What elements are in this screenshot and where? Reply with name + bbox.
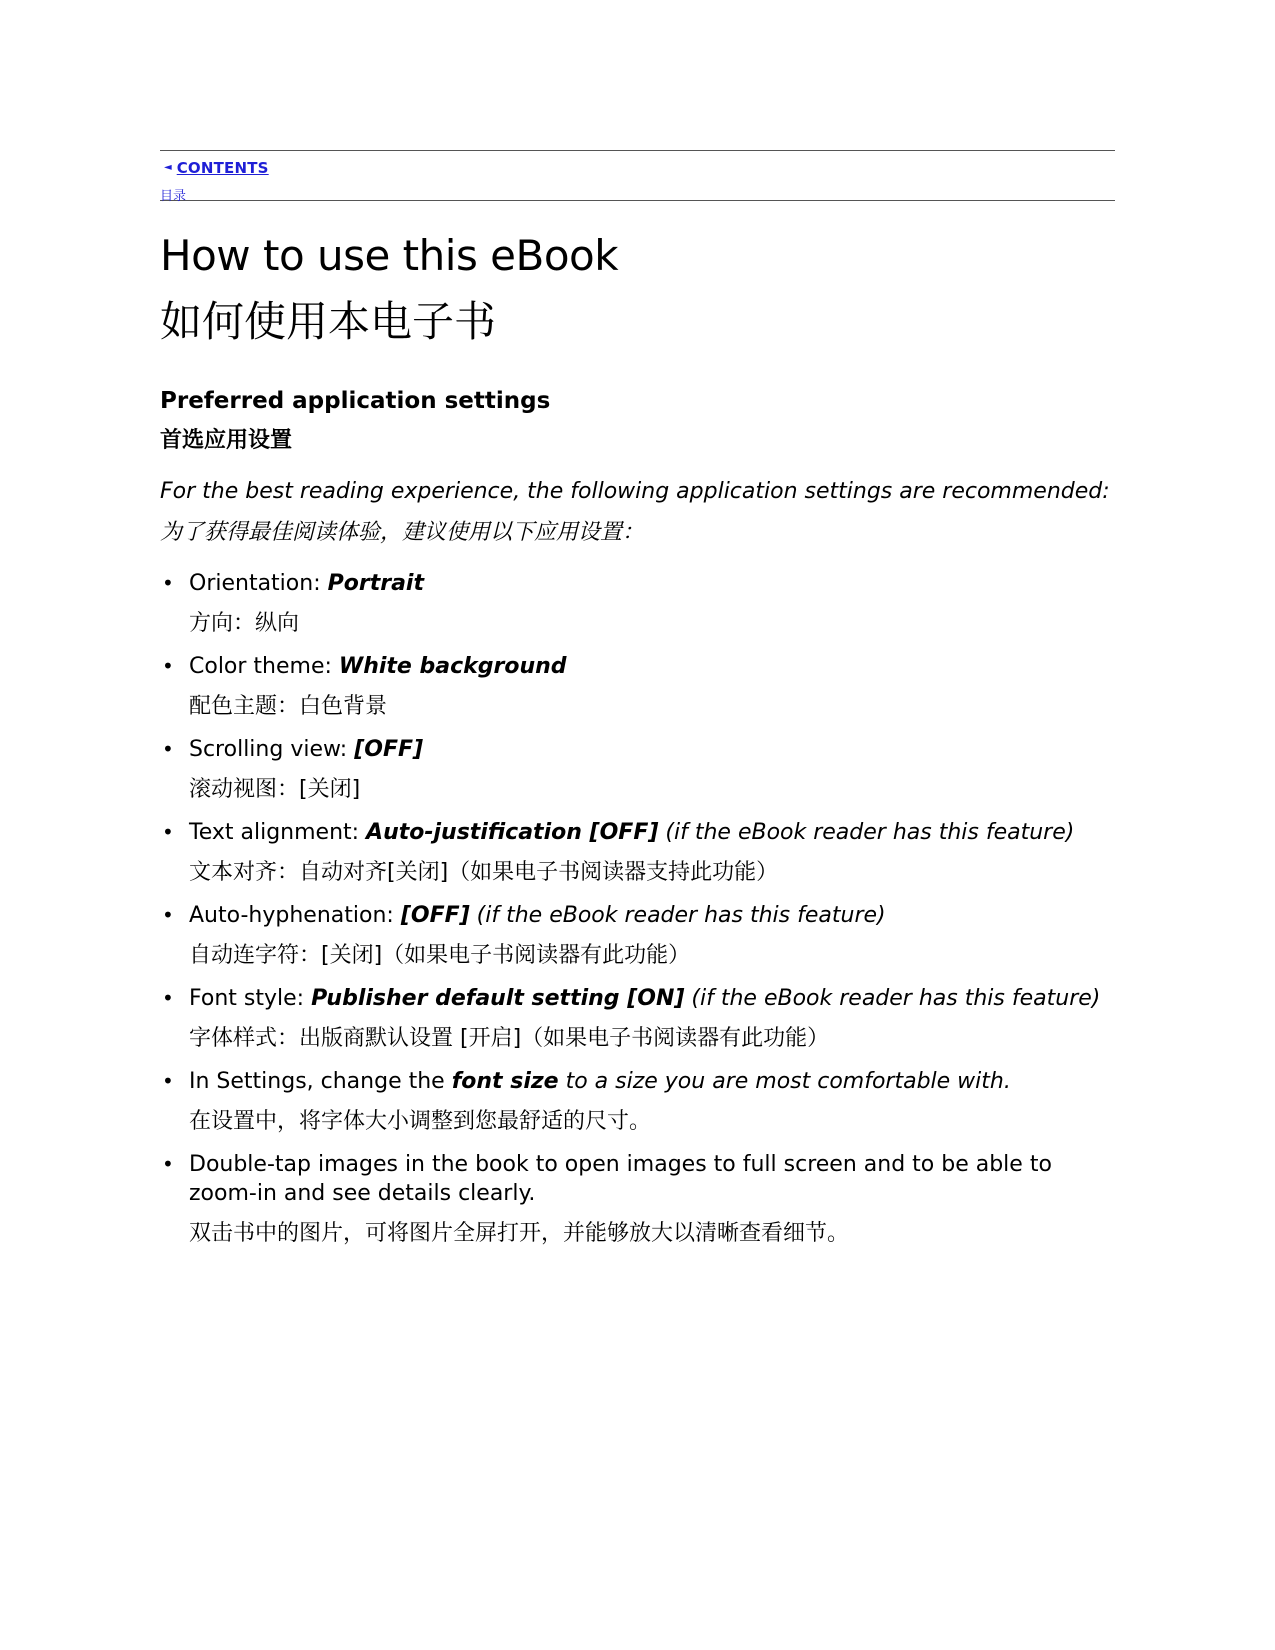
- setting-note: to a size you are most comfortable with.: [558, 1069, 1011, 1094]
- setting-value: Auto-justification [OFF]: [366, 820, 659, 845]
- setting-text: [189, 729, 1115, 770]
- left-triangle-icon: ◄: [164, 162, 172, 173]
- page-title: How to use this eBook: [160, 231, 619, 280]
- list-item-font-style: [160, 978, 1115, 1059]
- section-title-cn: 首选应用设置: [160, 428, 293, 453]
- setting-value: Portrait: [327, 571, 424, 596]
- bullet-icon: •: [162, 571, 174, 595]
- contents-link-cn[interactable]: 目录: [160, 189, 187, 204]
- setting-value: font size: [451, 1069, 559, 1094]
- section-title: Preferred application settings: [160, 388, 551, 414]
- list-item-double-tap: [160, 1144, 1115, 1254]
- setting-note: (if the eBook reader has this feature): [658, 820, 1075, 845]
- setting-text: [189, 895, 1115, 936]
- intro-text: For the best reading experience, the following application settings are recommended:: [160, 479, 1110, 504]
- setting-text: [189, 1144, 1099, 1208]
- setting-text-cn: 双击书中的图片，可将图片全屏打开，并能够放大以清晰查看细节。: [189, 1221, 850, 1246]
- setting-value: [OFF]: [400, 903, 470, 928]
- setting-text-cn: 文本对齐：自动对齐[关闭]（如果电子书阅读器支持此功能）: [189, 860, 779, 885]
- setting-value: Publisher default setting [ON]: [311, 986, 685, 1011]
- setting-label: Color theme:: [189, 654, 339, 679]
- setting-text: [189, 978, 1115, 1019]
- bullet-icon: •: [162, 737, 174, 761]
- setting-label: Double-tap images in the book to open images to full screen and to be able to zoom-in and see details clearly.: [189, 1152, 1052, 1206]
- setting-text: [189, 812, 1115, 853]
- setting-value: [OFF]: [354, 737, 424, 762]
- setting-text-cn: 方向：纵向: [189, 611, 300, 636]
- setting-text-cn: 滚动视图：[关闭]: [189, 777, 361, 802]
- settings-list: [160, 563, 1115, 1254]
- list-item-font-size: [160, 1061, 1115, 1142]
- setting-text: [189, 563, 1115, 604]
- intro-text-cn: 为了获得最佳阅读体验，建议使用以下应用设置：: [160, 520, 645, 545]
- setting-label: Auto-hyphenation:: [189, 903, 401, 928]
- bullet-icon: •: [162, 1152, 174, 1176]
- bullet-icon: •: [162, 1069, 174, 1093]
- contents-nav: [160, 150, 1115, 204]
- contents-link[interactable]: [164, 159, 269, 177]
- setting-note: (if the eBook reader has this feature): [684, 986, 1101, 1011]
- bullet-icon: •: [162, 820, 174, 844]
- setting-text: [189, 1061, 1115, 1102]
- list-item-orientation: [160, 563, 1115, 644]
- contents-link-label: CONTENTS: [176, 159, 269, 177]
- setting-label: Text alignment:: [189, 820, 367, 845]
- setting-text: [189, 646, 1115, 687]
- setting-label: Scrolling view:: [189, 737, 355, 762]
- setting-text-cn: 配色主题：白色背景: [189, 694, 388, 719]
- setting-text-cn: 字体样式：出版商默认设置 [开启]（如果电子书阅读器有此功能）: [189, 1026, 830, 1051]
- setting-value: White background: [338, 654, 567, 679]
- setting-label: Orientation:: [189, 571, 328, 596]
- setting-label: In Settings, change the: [189, 1069, 452, 1094]
- bullet-icon: •: [162, 654, 174, 678]
- list-item-color-theme: [160, 646, 1115, 727]
- list-item-auto-hyphenation: [160, 895, 1115, 976]
- setting-text-cn: 在设置中，将字体大小调整到您最舒适的尺寸。: [189, 1109, 652, 1134]
- list-item-scrolling-view: [160, 729, 1115, 810]
- bullet-icon: •: [162, 986, 174, 1010]
- setting-text-cn: 自动连字符：[关闭]（如果电子书阅读器有此功能）: [189, 943, 691, 968]
- page: [160, 150, 1115, 1256]
- page-title-cn: 如何使用本电子书: [160, 297, 497, 346]
- setting-label: Font style:: [189, 986, 312, 1011]
- list-item-text-alignment: [160, 812, 1115, 893]
- bullet-icon: •: [162, 903, 174, 927]
- setting-note: (if the eBook reader has this feature): [469, 903, 886, 928]
